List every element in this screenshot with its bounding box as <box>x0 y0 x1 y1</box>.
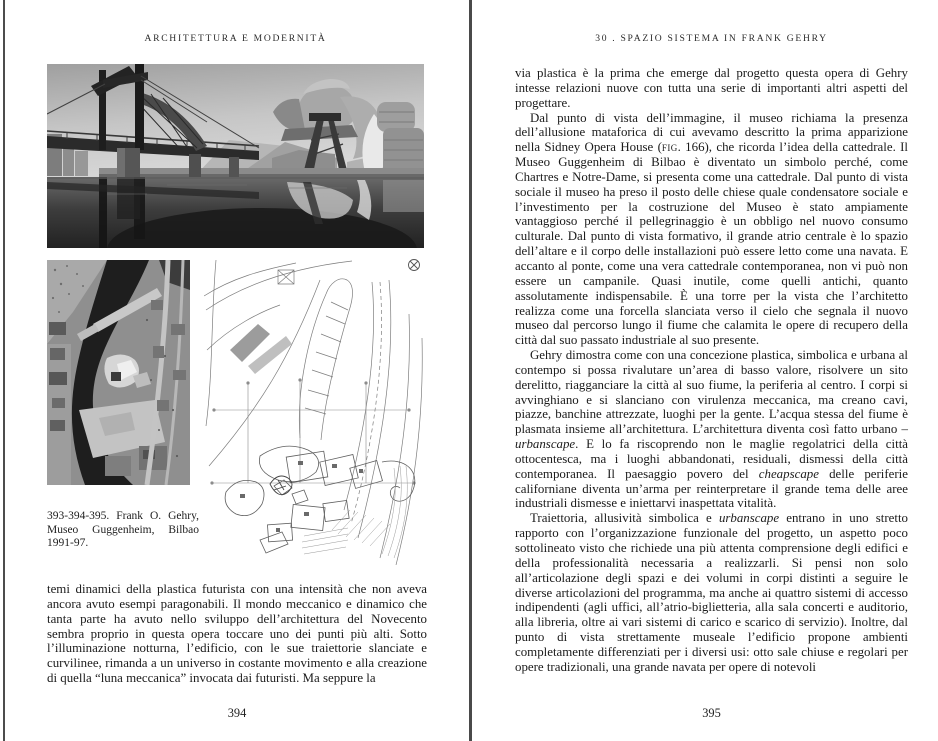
right-page-body-text <box>515 66 908 675</box>
left-page-body-text: temi dinamici della plastica futurista con una intensità che non aveva ancora avuto esempi paragonabili. Il mondo meccanico e dinamico che tanta parte ha avuto nello sviluppo dell’architettura del Novecento sembra proprio in questa opera toccare uno dei punti più alti. Sotto l’illuminazione notturna, l’edificio, con le sue traiettorie slanciate e curvilinee, rimanda a un universo in costante movimento e alla creazione di quella “luna meccanica” invocata dai futuristi. Ma seppure la <box>47 582 427 686</box>
site-plan-illustration <box>204 258 425 565</box>
spread-gutter-line <box>469 0 472 741</box>
guggenheim-photo-illustration <box>47 64 424 248</box>
aerial-photo-illustration <box>47 260 190 485</box>
left-page-number: 394 <box>227 706 247 720</box>
figure-guggenheim-bridge-photo <box>47 64 424 248</box>
paragraph: Dal punto di vista dell’immagine, il museo richiama la presenza dell’allusione mataforica di cui avevamo descritto la prima apparizione nella Sidney Opera House (fig. 166), che ricorda l’idea della cattedrale. Il Museo Guggenheim di Bilbao è diventato un simbolo perché, come Chartres e Notre-Dame, si presenta come una cattedrale. Dal punto di vista sociale il museo ha preso il posto delle chiese quale condensatore sociale e l’investimento per la costruzione del Museo è stato ampiamente vantaggioso perché il pellegrinaggio è un obbligo nel nuovo consumo culturale. Dal punto di vista formativo, il grande atrio centrale è lo spazio dell’altare e il corpo delle installazioni può essere letto come una navata. E accanto al ponte, come una vera cattedrale contemporanea, non vi può non essere un campanile. Quasi inutile, come quelli antichi, quanto assolutamente indispensabile. È una torre per la vista che l’architetto realizza come una forcella slanciata verso il cielo che segnala il nuovo museo dal percorso lungo il fiume che calamita le opere di recupero della città dal suo passato industriale al suo presente. <box>515 110 908 348</box>
figure-aerial-site-photo <box>47 260 190 485</box>
running-head-left: ARCHITETTURA E MODERNITÀ <box>144 33 327 44</box>
paragraph: Traiettoria, allusività simbolica e urbanscape entrano in uno stretto rapporto con l’organizzazione funzionale del progetto, un aspetto poco sottolineato visto che richiede una più attenta comprensione degli edifici e della professionalità necessaria a realizzarli. Si pensi non solo all’articolazione degli spazi e dei volumi in corpi distinti a seguire le diverse articolazioni del programma, ma anche ai quattro sistemi di accesso indipendenti (agli uffici, all’atrio-biglietteria, alla sala concerti e auditorio, alla libreria, oltre ai vari sistemi di carico e scarico di servizio). Inoltre, dal punto di vista strettamente museale l’edificio propone ambienti completamente differenziati per i diversi usi: otto sale chiuse e regolari per opere tradizionali, una grande navata per opere di notevoli <box>515 511 908 674</box>
paragraph: Gehry dimostra come con una concezione plastica, simbolica e urbana al contempo si possa rivalutare un’area di basso valore, risolvere un sito derelitto, riagganciare la città al suo fiume, la periferia al centro. I corpi si avvinghiano e si slanciano con virulenza meccanica, ma creano cavi, piazze, banchine attrezzate, luoghi per la gente. L’acqua stessa del fiume è plasmata insieme all’architettura. L’architettura diventa così fatto urbano – urbanscape. E lo fa riscoprendo non le maglie regolatrici della città ottocentesca, ma i luoghi abbandonati, residuali, dismessi della città contemporanea. Il paesaggio povero del cheapscape delle periferie californiane diventa un’arma per reinterpretare il grande tema delle aree industriali dismesse e iniettarvi inaspettata vitalità. <box>515 348 908 511</box>
right-page-number: 395 <box>702 706 721 720</box>
page-edge-line <box>3 0 5 741</box>
figure-site-plan-drawing <box>204 258 425 565</box>
running-head-right: 30 . SPAZIO SISTEMA IN FRANK GEHRY <box>595 33 828 44</box>
paragraph: via plastica è la prima che emerge dal progetto questa opera di Gehry intesse relazioni nuove con tutta una serie di importanti altri aspetti del progettare. <box>515 66 908 110</box>
figure-caption: 393-394-395. Frank O. Gehry, Museo Guggenheim, Bilbao 1991-97. <box>47 510 199 550</box>
